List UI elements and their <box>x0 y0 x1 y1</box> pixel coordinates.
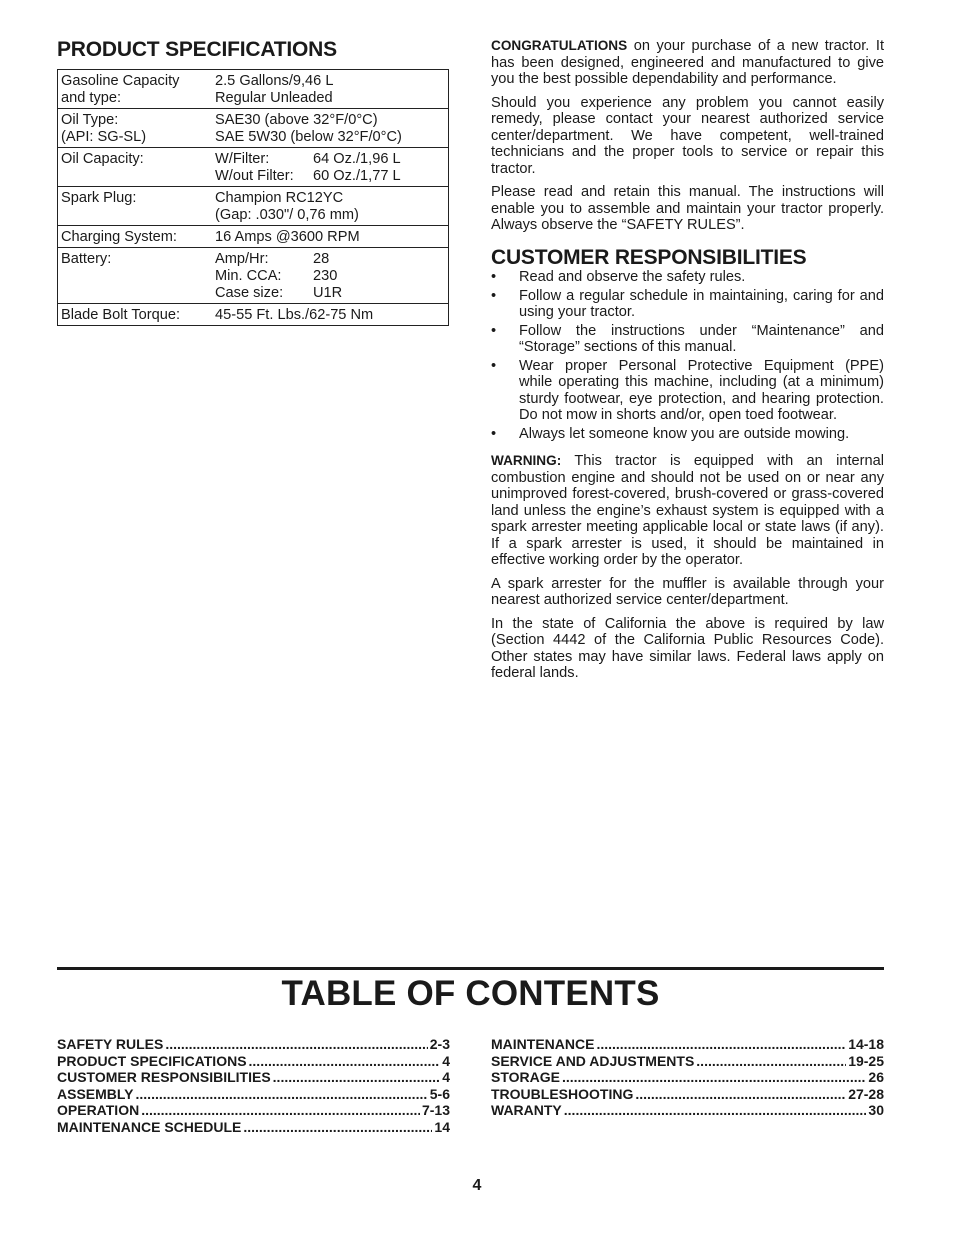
responsibility-item: • Always let someone know you are outside mowing. <box>491 426 884 443</box>
intro-column <box>491 38 884 689</box>
spec-sub-value: 230 <box>313 268 338 284</box>
congratulations-paragraph <box>491 38 884 88</box>
toc-leader-dots <box>596 1036 846 1053</box>
toc-leader-dots <box>243 1119 432 1136</box>
toc-leader-dots <box>564 1102 867 1119</box>
spec-sub-label: W/Filter: <box>215 151 270 167</box>
spec-sub-line <box>215 251 445 268</box>
responsibility-item: • Read and observe the safety rules. <box>491 269 884 286</box>
toc-entry-page: 26 <box>868 1069 884 1086</box>
toc-entry-label: MAINTENANCE SCHEDULE <box>57 1118 242 1135</box>
spec-sub-line <box>215 168 445 185</box>
spark-arrester-paragraph: A spark arrester for the muffler is available through your nearest authorized service center/department. <box>491 575 884 608</box>
toc-entry[interactable] <box>57 1119 450 1136</box>
spec-sub-line <box>215 151 445 168</box>
toc-left-column <box>57 1036 450 1136</box>
spec-label: Charging System: <box>61 229 177 245</box>
toc-entry-page: 5-6 <box>429 1085 450 1102</box>
spec-sub-line <box>215 285 445 302</box>
spec-row <box>58 248 449 304</box>
toc-entry-page: 19-25 <box>848 1052 884 1069</box>
toc-leader-dots <box>165 1036 427 1053</box>
spec-sub-value: U1R <box>313 285 343 301</box>
toc-entry-page: 2-3 <box>429 1036 450 1052</box>
toc-entry-page: 14-18 <box>848 1036 884 1052</box>
toc-leader-dots <box>273 1069 441 1086</box>
toc-right-column <box>491 1036 884 1119</box>
toc-leader-dots <box>696 1053 846 1070</box>
toc-leader-dots <box>562 1069 866 1086</box>
spec-label: and type: <box>61 90 122 106</box>
spec-value-cell <box>212 226 449 248</box>
spec-label: Blade Bolt Torque: <box>61 307 180 323</box>
toc-entry-label: OPERATION <box>57 1102 140 1119</box>
spec-value: 2.5 Gallons/9,46 L <box>215 73 334 89</box>
toc-leader-dots <box>635 1086 846 1103</box>
spec-value-cell <box>212 187 449 226</box>
spec-label-cell <box>58 304 213 326</box>
spec-value: 16 Amps @3600 RPM <box>215 229 360 245</box>
california-paragraph: In the state of California the above is required by law (Section 4442 of the California Public Resources Code). Other states may have similar laws. Federal laws apply on federal lands. <box>491 615 884 681</box>
warning-text: This tractor is equipped with an internal combustion engine and should not be used on or near any unimproved forest-covered, brush-covered or grass-covered land unless the engine’s exhaust system is equipped with a spark arrester meeting applicable local or state laws (if any). If a spark arrester is used, it should be maintained in effective working order by the operator. <box>491 453 884 568</box>
toc-entry-label: TROUBLESHOOTING <box>491 1085 634 1102</box>
customer-responsibilities-heading: CUSTOMER RESPONSIBILITIES <box>491 245 807 269</box>
spec-sub-label: Min. CCA: <box>215 268 282 284</box>
spec-value: 45-55 Ft. Lbs./62-75 Nm <box>215 307 374 323</box>
toc-entry-label: SAFETY RULES <box>57 1036 164 1052</box>
spec-label: Oil Capacity: <box>61 151 144 167</box>
spec-sub-label: W/out Filter: <box>215 168 294 184</box>
spec-label-cell <box>58 187 213 226</box>
warning-paragraph <box>491 453 884 569</box>
spec-label: Spark Plug: <box>61 190 137 206</box>
page-number: 4 <box>472 1177 482 1194</box>
spec-sub-label: Amp/Hr: <box>215 251 269 267</box>
spec-label: Oil Type: <box>61 112 119 128</box>
spec-label-cell <box>58 109 213 148</box>
spec-label-cell <box>58 226 213 248</box>
toc-entry-page: 4 <box>442 1052 450 1069</box>
spec-value: (Gap: .030"/ 0,76 mm) <box>215 207 359 223</box>
spec-value-cell <box>212 70 449 109</box>
toc-entry-label: ASSEMBLY <box>57 1085 134 1102</box>
spec-label-cell <box>58 248 213 304</box>
toc-entry[interactable] <box>491 1102 884 1119</box>
spec-value-cell <box>212 248 449 304</box>
toc-entry[interactable] <box>57 1102 450 1119</box>
warning-lead: WARNING: <box>491 453 562 468</box>
toc-entry[interactable] <box>491 1036 884 1053</box>
toc-entry-label: CUSTOMER RESPONSIBILITIES <box>57 1069 271 1086</box>
responsibility-item: • Follow a regular schedule in maintaining, caring for and using your tractor. <box>491 288 884 321</box>
toc-entry-page: 30 <box>868 1102 884 1119</box>
spec-sub-value: 64 Oz./1,96 L <box>313 151 401 167</box>
spec-row <box>58 304 449 326</box>
read-manual-paragraph: Please read and retain this manual. The instructions will enable you to assemble and maintain your tractor properly. Always observe the “SAFETY RULES”. <box>491 184 884 233</box>
spec-label: Battery: <box>61 251 112 267</box>
spec-sub-label: Case size: <box>215 285 284 301</box>
toc-leader-dots <box>249 1053 441 1070</box>
toc-entry-page: 4 <box>442 1069 450 1086</box>
toc-entry-page: 7-13 <box>421 1102 450 1119</box>
spec-row <box>58 148 449 187</box>
toc-leader-dots <box>141 1102 420 1119</box>
spec-table <box>57 69 449 326</box>
spec-value: SAE 5W30 (below 32°F/0°C) <box>215 129 402 145</box>
toc-entry-label: MAINTENANCE <box>491 1036 595 1052</box>
toc-entry-label: SERVICE AND ADJUSTMENTS <box>491 1052 695 1069</box>
toc-entry[interactable] <box>491 1069 884 1086</box>
responsibility-item: • Wear proper Personal Protective Equipment (PPE) while operating this machine, including (at a minimum) sturdy footwear, eye protection, and hearing protection. Do not mow in shorts and/or, open toed footwear. <box>491 358 884 424</box>
product-specifications-heading: PRODUCT SPECIFICATIONS <box>57 38 337 61</box>
spec-label-cell <box>58 148 213 187</box>
toc-entry-label: WARANTY <box>491 1102 562 1119</box>
spec-sub-value: 60 Oz./1,77 L <box>313 168 401 184</box>
spec-value: SAE30 (above 32°F/0°C) <box>215 112 378 128</box>
toc-entry[interactable] <box>57 1069 450 1086</box>
spec-value-cell <box>212 148 449 187</box>
spec-label-cell <box>58 70 213 109</box>
responsibility-item: • Follow the instructions under “Maintenance” and “Storage” sections of this manual. <box>491 323 884 356</box>
toc-entry-page: 14 <box>434 1118 450 1135</box>
product-specifications-section <box>57 38 449 326</box>
toc-entry[interactable] <box>57 1053 450 1070</box>
toc-entry[interactable] <box>57 1086 450 1103</box>
toc-divider <box>57 967 884 970</box>
spec-value-cell <box>212 109 449 148</box>
spec-value: Champion RC12YC <box>215 190 344 206</box>
spec-value-cell <box>212 304 449 326</box>
spec-row <box>58 70 449 109</box>
spec-row <box>58 226 449 248</box>
spec-row <box>58 187 449 226</box>
congratulations-text: on your purchase of a new tractor. It has been designed, engineered and manufactured to give you the best possible dependability and performance. <box>491 38 884 87</box>
toc-entry-label: PRODUCT SPECIFICATIONS <box>57 1052 247 1069</box>
toc-title: TABLE OF CONTENTS <box>281 974 660 1013</box>
spec-sub-line <box>215 268 445 285</box>
spec-value: Regular Unleaded <box>215 90 333 106</box>
responsibilities-list <box>491 269 884 442</box>
spec-row <box>58 109 449 148</box>
spec-label: Gasoline Capacity <box>61 73 180 89</box>
congratulations-lead: CONGRATULATIONS <box>491 38 628 53</box>
problem-paragraph: Should you experience any problem you cannot easily remedy, please contact your nearest authorized service center/department. We have competent, well-trained technicians and the proper tools to service or repair this tractor. <box>491 94 884 177</box>
toc-entry-label: STORAGE <box>491 1069 560 1086</box>
spec-label: (API: SG-SL) <box>61 129 147 145</box>
toc-entry-page: 27-28 <box>848 1085 884 1102</box>
toc-entry[interactable] <box>57 1036 450 1053</box>
toc-leader-dots <box>136 1086 428 1103</box>
toc-entry[interactable] <box>491 1086 884 1103</box>
spec-sub-value: 28 <box>313 251 330 267</box>
toc-entry[interactable] <box>491 1053 884 1070</box>
